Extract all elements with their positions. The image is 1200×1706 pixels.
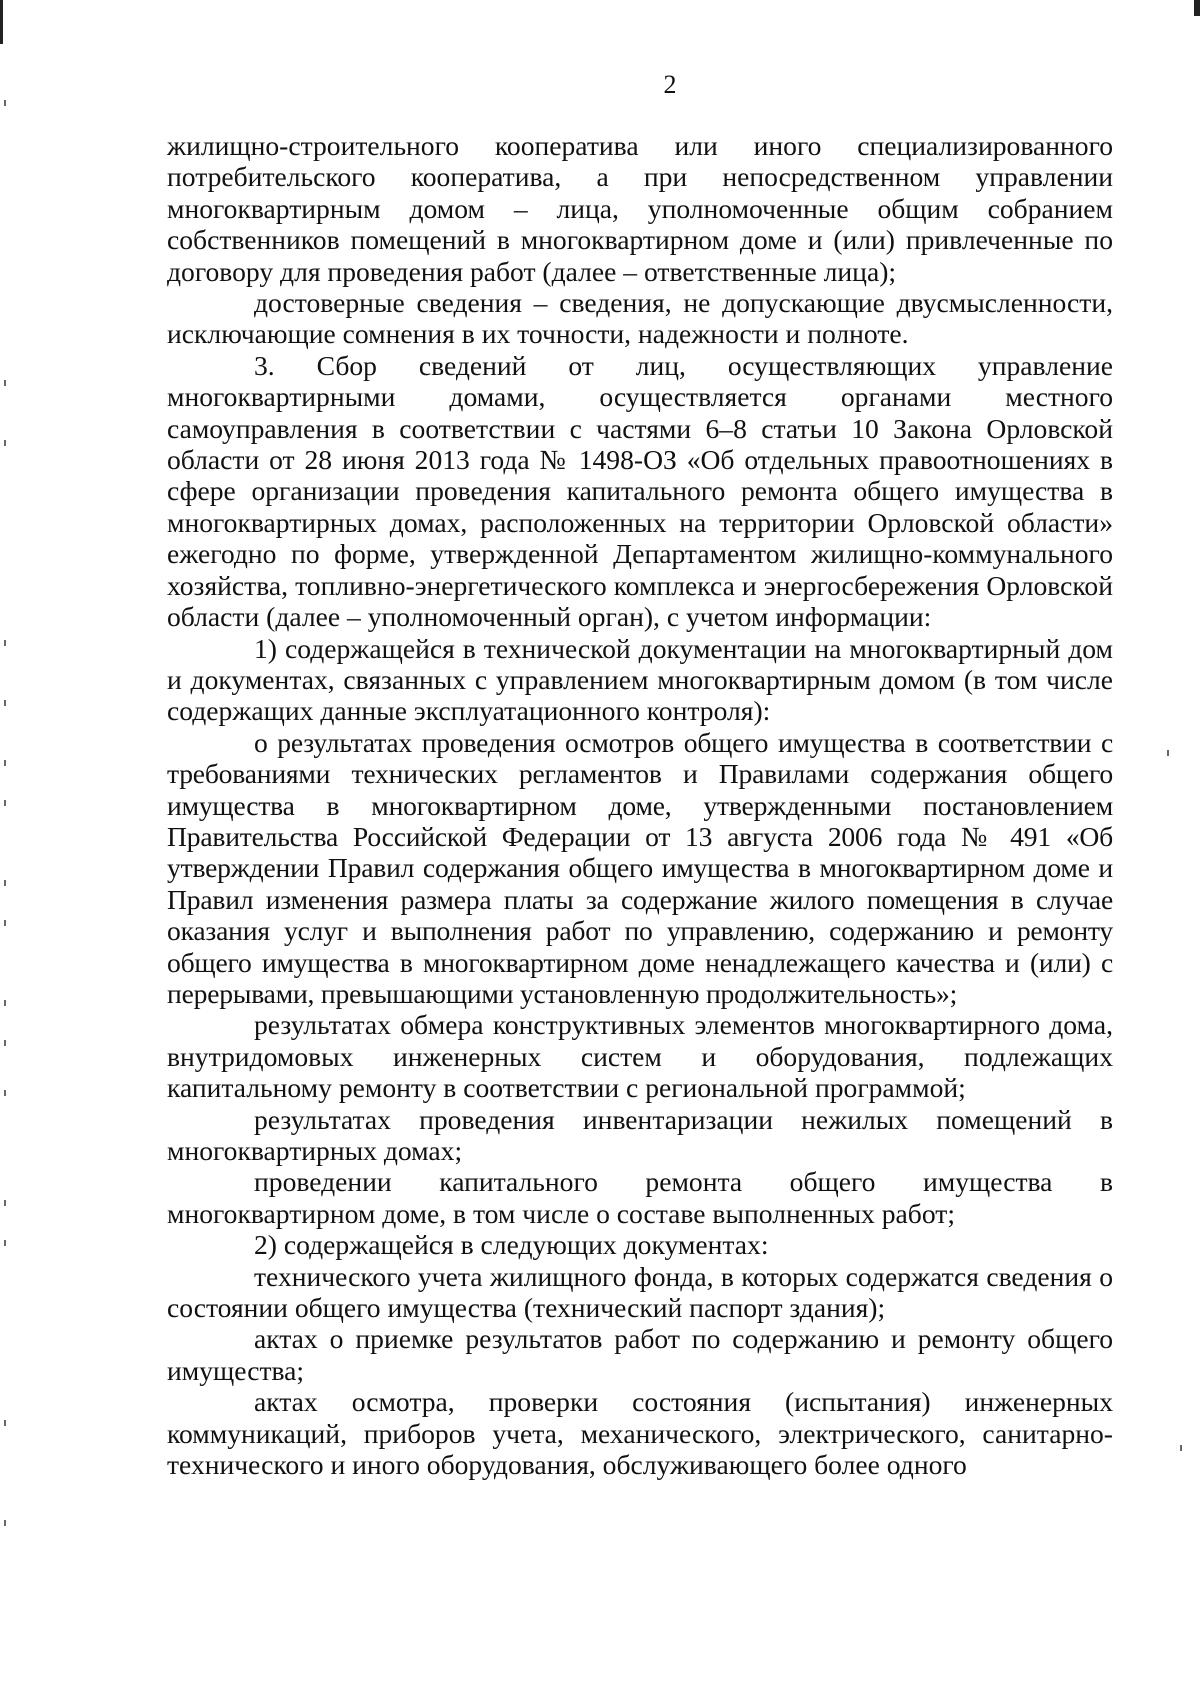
paragraph: результатах проведения инвентаризации нежилых помещений в многоквартирных домах;	[167, 1103, 1113, 1166]
scan-artifact	[4, 700, 6, 706]
paragraph: проведении капитального ремонта общего имущества в многоквартирном доме, в том числе о составе выполненных работ;	[167, 1166, 1113, 1229]
paragraph: технического учета жилищного фонда, в которых содержатся сведения о состоянии общего имущества (технический паспорт здания);	[167, 1260, 1113, 1324]
scan-artifact	[4, 800, 6, 806]
scan-artifact	[4, 100, 6, 106]
scan-artifact	[4, 1000, 6, 1006]
scan-artifact	[4, 1240, 6, 1246]
scan-artifact	[4, 1090, 6, 1096]
paragraph: достоверные сведения – сведения, не допускающие двусмысленности, исключающие сомнения в их точности, надежности и полноте.	[167, 287, 1113, 350]
paragraph: результатах обмера конструктивных элементов многоквартирного дома, внутридомовых инженерных систем и оборудования, подлежащих капитальному ремонту в соответствии с региональной программой;	[167, 1009, 1113, 1104]
scan-artifact	[4, 1200, 6, 1206]
scan-artifact	[4, 640, 6, 646]
paragraph: 3. Сбор сведений от лиц, осуществляющих управление многоквартирными домами, осуществляется органами местного самоуправления в соответствии с частями 6–8 статьи 10 Закона Орловской области от 28 июня 2013 года № 1498-ОЗ «Об отдельных правоотношениях в сфере организации проведения капитального ремонта общего имущества в многоквартирных домах, расположенных на территории Орловской области» ежегодно по форме, утвержденной Департаментом жилищно-коммунального хозяйства, топливно-энергетического комплекса и энергосбережения Орловской области (далее – уполномоченный орган), с учетом информации:	[167, 349, 1113, 633]
scan-artifact	[4, 380, 6, 386]
scan-artifact	[4, 1040, 6, 1046]
paragraph: 2) содержащейся в следующих документах:	[254, 1229, 769, 1261]
scan-artifact	[4, 1420, 6, 1426]
scan-artifact	[4, 1520, 6, 1526]
scan-artifact	[4, 760, 6, 766]
scan-edge-mark-right	[1194, 0, 1200, 16]
paragraph: жилищно-строительного кооператива или иного специализированного потребительского кооператива, а при непосредственном управлении многоквартирным домом – лица, уполномоченные общим собранием собственников помещений в многоквартирном доме и (или) привлеченные по договору для проведения работ (далее – ответственные лица);	[167, 130, 1113, 287]
paragraph: о результатах проведения осмотров общего имущества в соответствии с требованиями технических регламентов и Правилами содержания общего имущества в многоквартирном доме, утвержденными постановлением Правительства Российской Федерации от 13 августа 2006 года № 491 «Об утверждении Правил содержания общего имущества в многоквартирном доме и Правил изменения размера платы за содержание жилого помещения в случае оказания услуг и выполнения работ по управлению, содержанию и ремонту общего имущества в многоквартирном доме ненадлежащего качества и (или) с перерывами, превышающими установленную продолжительность»;	[167, 726, 1113, 1009]
scan-artifact	[1180, 1445, 1182, 1451]
paragraph: актах о приемке результатов работ по содержанию и ремонту общего имущества;	[167, 1323, 1113, 1386]
paragraph: 1) содержащейся в технической документации на многоквартирный дом и документах, связанных с управлением многоквартирным домом (в том числе содержащих данные эксплуатационного контроля):	[167, 632, 1113, 727]
document-body	[167, 130, 1113, 1480]
paragraph: актах осмотра, проверки состояния (испытания) инженерных коммуникаций, приборов учета, механического, электрического, санитарно-технического и иного оборудования, обслуживающего более одного	[167, 1386, 1113, 1481]
scan-artifact	[4, 920, 6, 926]
scan-edge-mark-left	[0, 0, 3, 44]
scan-artifact	[4, 440, 6, 446]
page-number: 2	[663, 70, 677, 99]
scan-artifact	[4, 880, 6, 886]
scan-artifact	[1167, 750, 1169, 756]
